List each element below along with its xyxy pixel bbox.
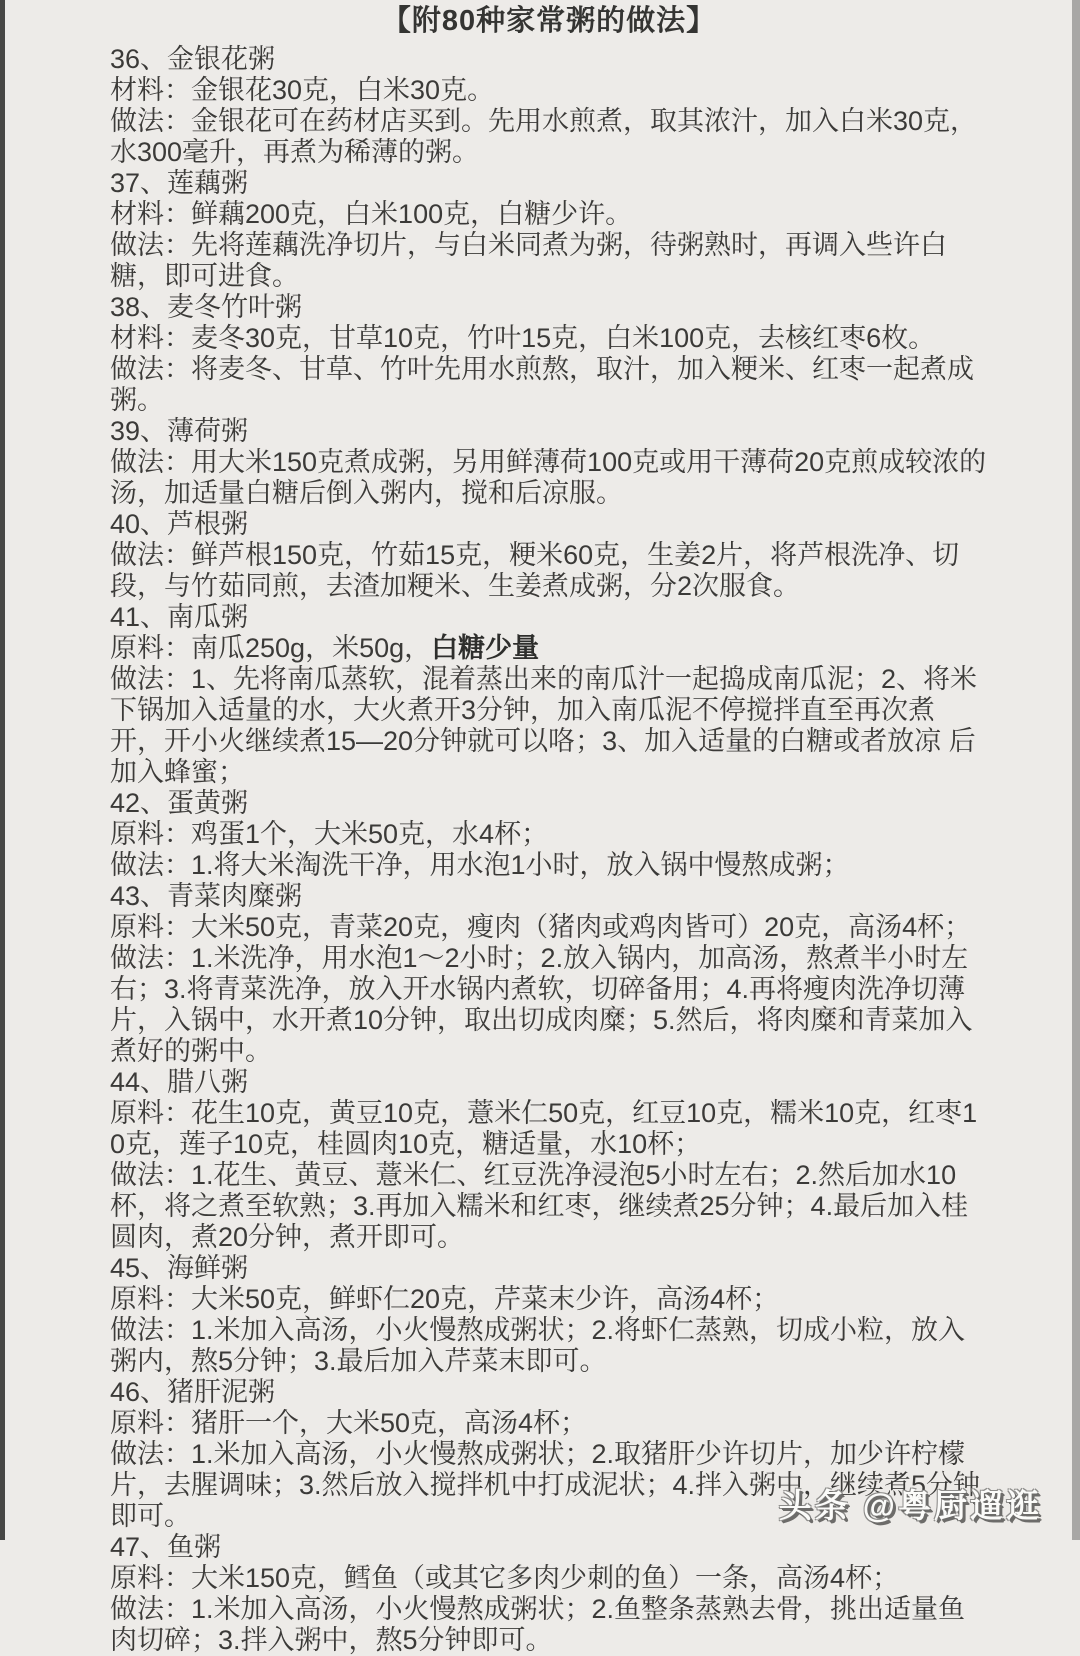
recipe-line [110,664,988,788]
left-edge [0,0,5,1540]
recipe-text: 做法：1.米洗净，用水泡1～2小时；2.放入锅内，加高汤，熬煮半小时左右；3.将青菜洗净，放入开水锅内煮软，切碎备用；4.再将瘦肉洗净切薄片，入锅中，水开煮10分钟，取出切成肉糜；5.然后，将肉糜和青菜加入煮好的粥中。 [110,943,973,1066]
recipe-line [110,943,988,1067]
recipe-line [110,106,988,168]
recipe-line [110,323,988,354]
recipe-heading: 38、麦冬竹叶粥 [110,292,303,322]
recipe-heading: 44、腊八粥 [110,1067,249,1097]
right-edge [1072,0,1080,1540]
recipe-text: 材料：金银花30克，白米30克。 [110,75,495,105]
recipe-line [110,199,988,230]
recipe-text: 原料：猪肝一个，大米50克，高汤4杯； [110,1408,588,1438]
page-title: 【附80种家常粥的做法】 [381,5,717,37]
recipe [110,881,988,1067]
recipe-heading: 40、芦根粥 [110,509,249,539]
recipe-text-bold: 白糖少量 [431,633,540,663]
recipe-text: 做法：1.米加入高汤，小火慢熬成粥状；2.将虾仁蒸熟，切成小粒，放入粥内，熬5分钟；3.最后加入芹菜末即可。 [110,1315,966,1376]
recipe-text: 做法：1.将大米淘洗干净，用水泡1小时，放入锅中慢熬成粥； [110,850,850,880]
recipe [110,1253,988,1377]
recipe [110,416,988,509]
recipe [110,168,988,292]
recipe-text: 做法：金银花可在药材店买到。先用水煎煮，取其浓汁，加入白米30克，水300毫升，再煮为稀薄的粥。 [110,106,978,167]
recipe-line [110,819,988,850]
recipe [110,292,988,416]
recipe [110,1067,988,1253]
recipe [110,1532,988,1656]
recipe [110,788,988,881]
recipe-text: 做法：先将莲藕洗净切片，与白米同煮为粥，待粥熟时，再调入些许白糖，即可进食。 [110,230,947,291]
recipe-text: 做法：1.米加入高汤，小火慢熬成粥状；2.取猪肝少许切片，加少许柠檬片，去腥调味；3.然后放入搅拌机中打成泥状；4.拌入粥中，继续煮5分钟即可。 [110,1439,981,1531]
recipe [110,602,988,788]
recipe-line [110,1594,988,1656]
recipe-text: 做法：将麦冬、甘草、竹叶先用水煎熬，取汁，加入粳米、红枣一起煮成粥。 [110,354,974,415]
recipe-line [110,1098,988,1160]
recipe-heading: 39、薄荷粥 [110,416,249,446]
watermark: 头条 @粤厨遛逛 [778,1487,1042,1524]
recipe-text: 原料：南瓜250g，米50g， [110,633,432,663]
recipe-heading: 47、鱼粥 [110,1532,222,1562]
recipe-heading: 42、蛋黄粥 [110,788,249,818]
recipe-text: 原料：大米50克，鲜虾仁20克，芹菜末少许，高汤4杯； [110,1284,780,1314]
recipe-line [110,1160,988,1253]
recipe [110,509,988,602]
recipe-line [110,850,988,881]
recipe-line [110,354,988,416]
recipe-line [110,633,988,664]
recipe-line [110,75,988,106]
recipe-line [110,1315,988,1377]
recipe-text: 原料：鸡蛋1个，大米50克，水4杯； [110,819,549,849]
recipe-heading: 43、青菜肉糜粥 [110,881,303,911]
recipe-text: 做法：用大米150克煮成粥，另用鲜薄荷100克或用干薄荷20克煎成较浓的汤，加适量白糖后倒入粥内，搅和后凉服。 [110,447,987,508]
recipe-line [110,912,988,943]
recipe-text: 做法：1、先将南瓜蒸软，混着蒸出来的南瓜汁一起捣成南瓜泥；2、将米下锅加入适量的水，大火煮开3分钟，加入南瓜泥不停搅拌直至再次煮开，开小火继续煮15—20分钟就可以咯；3、加入适量的白糖或者放凉 后加入蜂蜜； [110,664,978,787]
recipe-line [110,1408,988,1439]
recipe-text: 材料：鲜藕200克，白米100克，白糖少许。 [110,199,633,229]
recipe-line [110,447,988,509]
recipe-text: 做法：1.米加入高汤，小火慢熬成粥状；2.鱼整条蒸熟去骨，挑出适量鱼肉切碎；3.拌入粥中，熬5分钟即可。 [110,1594,966,1655]
recipe-heading: 36、金银花粥 [110,44,276,74]
recipe-text: 原料：大米150克，鳕鱼（或其它多肉少刺的鱼）一条，高汤4杯； [110,1563,900,1593]
recipe-line [110,540,988,602]
recipe-text: 做法：鲜芦根150克，竹茹15克，粳米60克，生姜2片，将芦根洗净、切段，与竹茹同煎，去渣加粳米、生姜煮成粥，分2次服食。 [110,540,960,601]
recipe-text: 原料：大米50克，青菜20克，瘦肉（猪肉或鸡肉皆可）20克，高汤4杯； [110,912,972,942]
document-content [110,4,988,1656]
recipe [110,44,988,168]
recipe-text: 做法：1.花生、黄豆、薏米仁、红豆洗净浸泡5小时左右；2.然后加水10杯，将之煮至软熟；3.再加入糯米和红枣，继续煮25分钟；4.最后加入桂圆肉，煮20分钟，煮开即可。 [110,1160,969,1252]
recipe-heading: 45、海鲜粥 [110,1253,249,1283]
recipe-line [110,230,988,292]
recipe-text: 原料：花生10克，黄豆10克，薏米仁50克，红豆10克，糯米10克，红枣10克，莲子10克，桂圆肉10克，糖适量，水10杯； [110,1098,978,1159]
recipe-line [110,1284,988,1315]
recipe-list [110,44,988,1656]
recipe-line [110,1563,988,1594]
recipe-text: 材料：麦冬30克，甘草10克，竹叶15克，白米100克，去核红枣6枚。 [110,323,936,353]
recipe-heading: 37、莲藕粥 [110,168,249,198]
recipe-heading: 41、南瓜粥 [110,602,249,632]
recipe-heading: 46、猪肝泥粥 [110,1377,276,1407]
